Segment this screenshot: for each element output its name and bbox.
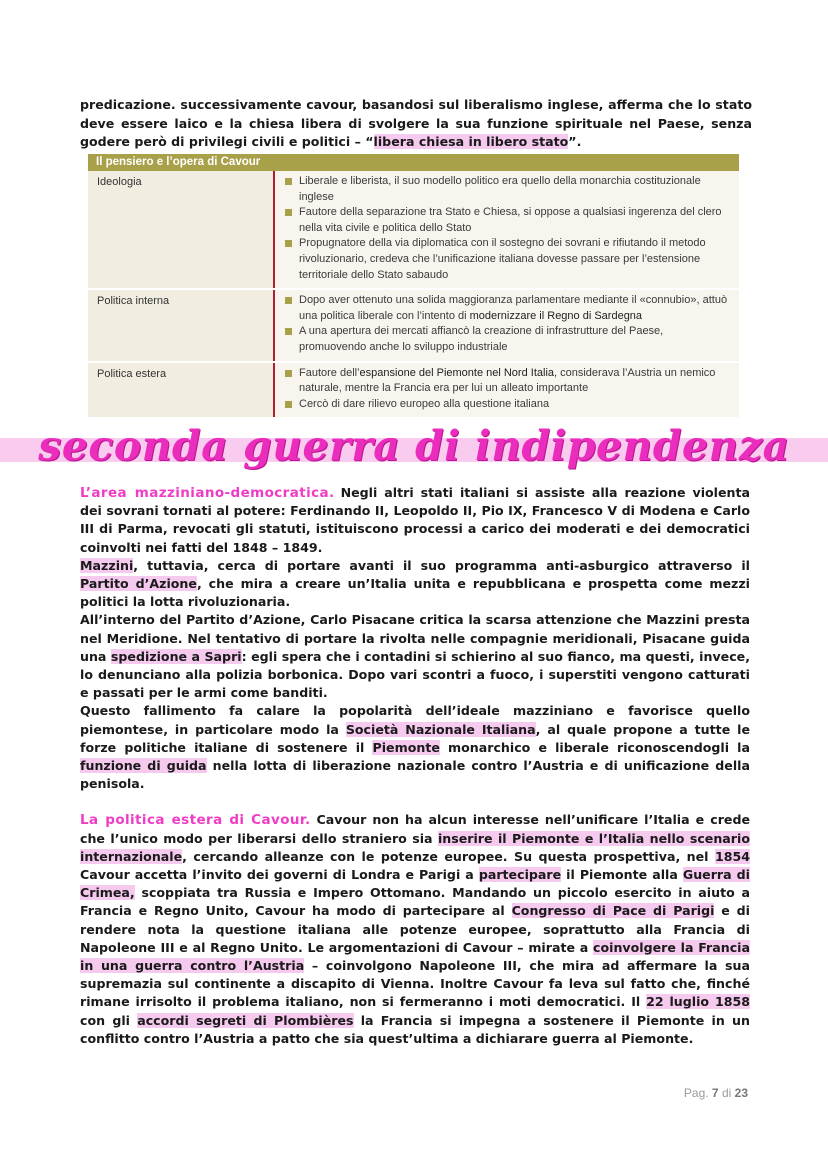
row-category: Politica interna (88, 290, 273, 360)
failure-paragraph: Questo fallimento fa calare la popolarità dell’ideale mazziniano e favorisce quello piemontese, in particolare modo la Società Nazionale Italiana, al quale propone a tutte le forze politiche italiane di sostenere il Piemonte monarchico e liberale riconoscendogli la funzione di guida nella lotta di liberazione nazionale contro l’Austria e di unificazione della penisola. (80, 703, 750, 792)
list-item: Propugnatore della via diplomatica con il sostegno dei sovrani e rifiutando il metodo rivoluzionario, credeva che l’unificazione italiana dovesse passare per l’estensione territoriale dello Stato sabaudo (285, 236, 731, 283)
table-row (88, 288, 739, 360)
cavour-table (88, 154, 739, 417)
section-title: seconda guerra di indipendenza (38, 422, 790, 470)
intro-highlight: libera chiesa in libero stato (373, 134, 569, 149)
list-item: Fautore della separazione tra Stato e Chiesa, si oppose a qualsiasi ingerenza del clero nella vita civile e politica dello Stato (285, 205, 731, 236)
list-item: Dopo aver ottenuto una solida maggioranza parlamentare mediante il «connubio», attuò una politica liberale con l’intento di modernizzare il Regno di Sardegna (285, 293, 731, 324)
table-row (88, 361, 739, 418)
area-paragraph: L’area mazziniano-democratica. Negli altri stati italiani si assiste alla reazione violenta dei sovrani tornati al potere: Ferdinando II, Leopoldo II, Pio IX, Francesco V di Modena e Carlo III di Parma, revocati gli statuti, istituiscono processi a carico dei moderati e dei democratici coinvolti nei fatti del 1848 – 1849. (80, 485, 751, 555)
list-item: Liberale e liberista, il suo modello politico era quello della monarchia costituzionale inglese (285, 174, 731, 205)
row-category: Politica estera (88, 363, 273, 418)
mazzini-paragraph: Mazzini, tuttavia, cerca di portare avanti il suo programma anti-asburgico attraverso il Partito d’Azione, che mira a creare un’Italia unita e repubblicana e prospetta come mezzi politici la lotta rivoluzionaria. (80, 557, 750, 610)
list-item: Cercò di dare rilievo europeo alla questione italiana (285, 397, 731, 413)
table-row (88, 171, 739, 288)
list-item: Fautore dell’espansione del Piemonte nel Nord Italia, considerava l’Austria un nemico naturale, mentre la Francia era per lui un alleato importante (285, 366, 731, 397)
area-heading: L’area mazziniano-democratica. (80, 485, 335, 501)
table-title: Il pensiero e l’opera di Cavour (88, 154, 739, 171)
foreign-policy-paragraph: La politica estera di Cavour. Cavour non ha alcun interesse nell’unificare l’Italia e crede che l’unico modo per liberarsi dello straniero sia inserire il Piemonte e l’Italia nello scenario internazionale, cercando alleanze con le potenze europee. Su questa prospettiva, nel 1854 Cavour accetta l’invito dei governi di Londra e Parigi a partecipare il Piemonte alla Guerra di Crimea, scoppiata tra Russia e Impero Ottomano. Mandando un piccolo esercito in aiuto a Francia e Regno Unito, Cavour ha modo di partecipare al Congresso di Pace di Parigi e di rendere nota la questione italiana alle potenze europee, soprattutto alla Francia di Napoleone III e al Regno Unito. Le argomentazioni di Cavour – mirate a coinvolgere la Francia in una guerra contro l’Austria – coinvolgono Napoleone III, che mira ad affermare la sua supremazia sul continente a discapito di Vienna. Inoltre Cavour fa leva sul fatto che, finché rimane irrisolto il problema italiano, non si fermeranno i moti democratici. Il 22 luglio 1858 con gli accordi segreti di Plombières la Francia si impegna a sostenere il Piemonte in un conflitto contro l’Austria a patto che sia quest’ultima a dichiarare guerra al Piemonte. (80, 812, 751, 1046)
intro-paragraph: predicazione. successivamente cavour, basandosi sul liberalismo inglese, afferma che lo stato deve essere laico e la chiesa libera di svolgere la sua funzione spirituale nel Paese, senza godere però di privilegi civili e politici – “libera chiesa in libero stato”. (80, 97, 752, 149)
foreign-heading: La politica estera di Cavour. (80, 812, 311, 829)
body-text (80, 484, 750, 1048)
row-category: Ideologia (88, 171, 273, 288)
pisacane-paragraph: All’interno del Partito d’Azione, Carlo Pisacane critica la scarsa attenzione che Mazzini presta nel Meridione. Nel tentativo di portare la rivolta nelle compagnie meridionali, Pisacane guida una spedizione a Sapri: egli spera che i contadini si schierino al suo fianco, ma questi, invece, lo denunciano alla polizia borbonica. Dopo vari scontri a fuoco, i superstiti vengono catturati e passati per le armi come banditi. (80, 612, 750, 701)
page-number: Pag. 7 di 23 (683, 1086, 748, 1100)
list-item: A una apertura dei mercati affiancò la creazione di infrastrutture del Paese, promuovendo anche lo sviluppo industriale (285, 324, 731, 355)
